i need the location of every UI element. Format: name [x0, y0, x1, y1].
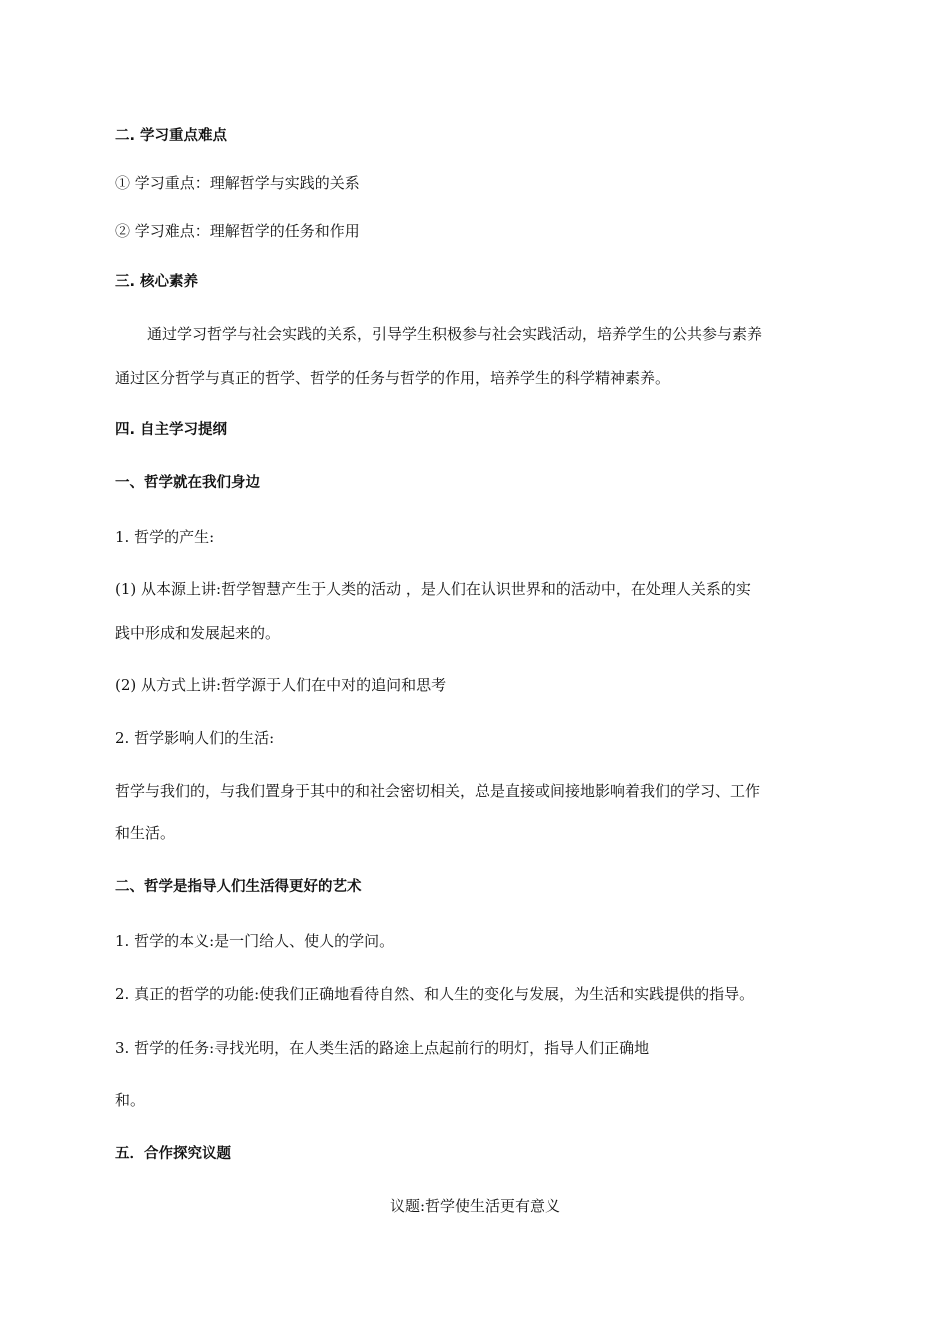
item-meaning: 1. 哲学的本义:是一门给人、使人的学问。	[115, 932, 395, 950]
item-task-line-1: 3. 哲学的任务:寻找光明，在人类生活的路途上点起前行的明灯，指导人们正确地	[115, 1039, 650, 1057]
item-1a-line-2: 践中形成和发展起来的。	[115, 624, 281, 642]
subsection-heading-2: 二、哲学是指导人们生活得更好的艺术	[115, 879, 362, 895]
item-task-line-2: 和。	[115, 1091, 146, 1109]
item-2-influence: 2. 哲学影响人们的生活:	[115, 729, 275, 747]
section-heading-4: 四. 自主学习提纲	[115, 422, 228, 438]
section-heading-3: 三. 核心素养	[115, 274, 199, 290]
influence-para-line-2: 和生活。	[115, 824, 176, 842]
core-literacy-line-1: 通过学习哲学与社会实践的关系，引导学生积极参与社会实践活动，培养学生的公共参与素养	[147, 325, 763, 343]
section-heading-2: 二. 学习重点难点	[115, 128, 228, 144]
focus-point: ① 学习重点：理解哲学与实践的关系	[115, 174, 360, 192]
subsection-heading-1: 一、哲学就在我们身边	[115, 475, 260, 491]
item-1a-line-1: (1) 从本源上讲:哲学智慧产生于人类的活动 ，是人们在认识世界和的活动中，在处理人关系的实	[115, 580, 751, 598]
item-1b: (2) 从方式上讲:哲学源于人们在中对的追问和思考	[115, 676, 447, 694]
influence-para-line-1: 哲学与我们的，与我们置身于其中的和社会密切相关，总是直接或间接地影响着我们的学习、工作	[115, 782, 761, 800]
difficulty-point: ② 学习难点：理解哲学的任务和作用	[115, 222, 360, 240]
item-1-origin: 1. 哲学的产生:	[115, 528, 215, 546]
item-function: 2. 真正的哲学的功能:使我们正确地看待自然、和人生的变化与发展，为生活和实践提供的指导。	[115, 985, 755, 1003]
discussion-topic: 议题:哲学使生活更有意义	[389, 1197, 561, 1215]
section-heading-5: 五．合作探究议题	[115, 1146, 231, 1162]
core-literacy-line-2: 通过区分哲学与真正的哲学、哲学的任务与哲学的作用，培养学生的科学精神素养。	[115, 369, 671, 387]
